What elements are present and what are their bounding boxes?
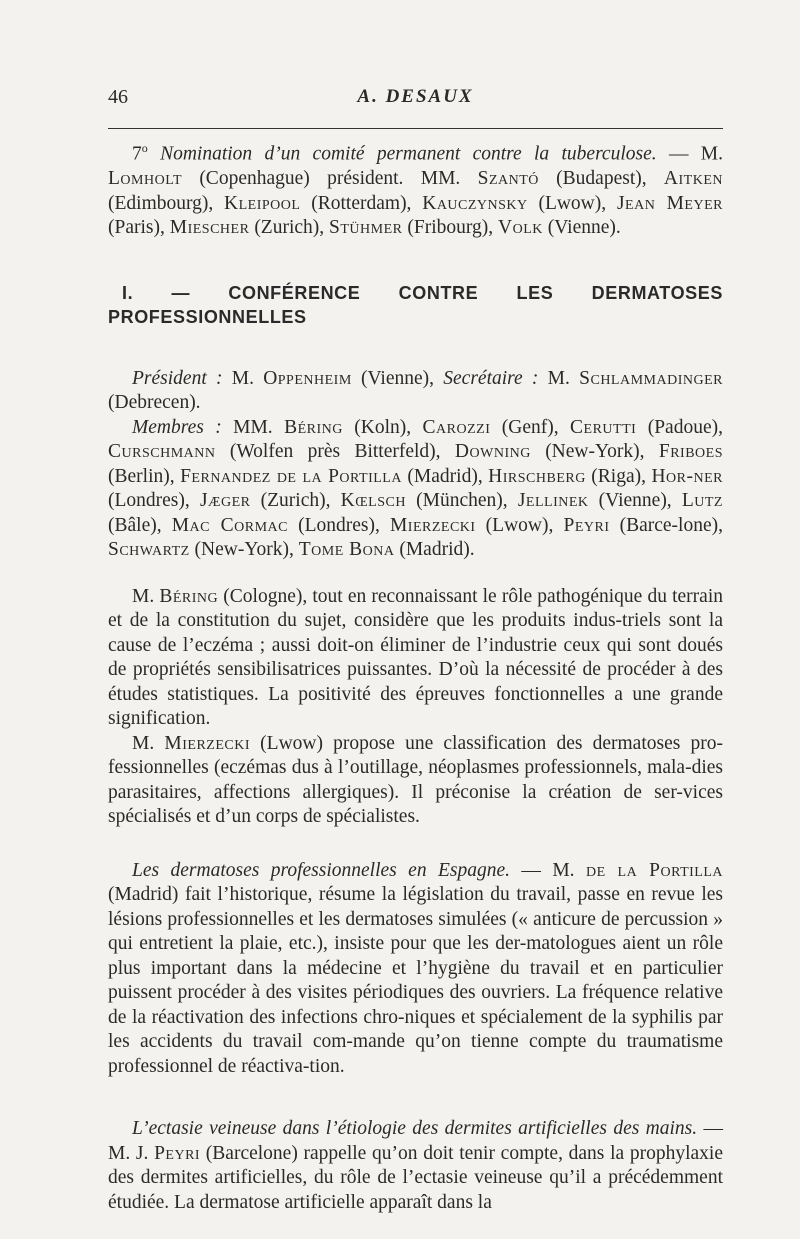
text-run: M. xyxy=(132,585,160,607)
text-run: (Riga), xyxy=(585,465,652,487)
text-run: M. xyxy=(538,367,580,389)
person-name: Lomholt xyxy=(108,168,183,189)
person-name: Szantó xyxy=(477,168,539,189)
person-name: Peyri xyxy=(563,514,610,536)
header-rule xyxy=(108,128,723,129)
person-name: Kœlsch xyxy=(340,490,406,511)
text-run: (New-York), xyxy=(530,441,659,462)
text-run: (Paris), xyxy=(108,217,170,238)
text-run: (Madrid) fait l’historique, résume la législation du travail, passe en revue les lésions professionnelles et les dermatoses simulées (« anticure de percussion » qui entretient la plaie, etc.), insiste pour que les der-matologues aient un rôle plus important dans la médecine et l’hygiène du travail et en particulier puissent procéder à des visites périodiques des ouvriers. La fréquence relative de la réactivation des infections chro-niques et spécialement de la syphilis par les accidents du travail com-mande qu’on tienne compte du traumatisme professionnel de réactiva-tion. xyxy=(108,884,723,1077)
text-run: (Berlin), xyxy=(108,465,181,487)
page-number: 46 xyxy=(108,86,128,108)
text-run: (Wolfen près Bitterfeld), xyxy=(215,441,455,462)
text-run: — M. xyxy=(656,143,723,165)
person-name: Jellinek xyxy=(517,490,589,511)
person-name: Béring xyxy=(159,585,219,607)
person-name: Jean Meyer xyxy=(616,192,723,214)
person-name: Cerutti xyxy=(570,416,637,438)
person-name: Aitken xyxy=(663,168,723,189)
section-heading: I. — CONFÉRENCE CONTRE LES DERMATOSES PROFESSIONNELLES xyxy=(108,282,723,327)
person-name: Kauczynsky xyxy=(422,192,528,214)
text-run: (Zurich), xyxy=(250,490,341,511)
text-run: M. xyxy=(132,732,165,754)
text-run: (Genf), xyxy=(490,416,571,438)
text-run: (New-York), xyxy=(189,539,299,560)
person-name: Miescher xyxy=(169,217,250,238)
paragraph-committee-tuberculosis xyxy=(108,136,723,241)
running-head: A. DESAUX xyxy=(357,86,474,107)
text-run: (Budapest), xyxy=(538,168,664,189)
text-run: (Barcelone) rappelle qu’on doit tenir compte, dans la prophylaxie des dermites artificielles, du rôle de l’ectasie veineuse qu’il a précédemment étudiée. La dermatose artificielle apparaît dans la xyxy=(108,1142,723,1213)
text-run: — M. J. xyxy=(108,1118,723,1164)
person-name: Fernandez de la Portilla xyxy=(180,465,402,487)
text-run: (Padoue), xyxy=(636,416,723,438)
text-run: (Londres), xyxy=(287,514,390,536)
text-run: (Madrid), xyxy=(401,465,489,487)
text-run: (Rotterdam), xyxy=(300,192,423,214)
person-name: Tome Bona xyxy=(298,539,395,560)
person-name: Carozzi xyxy=(422,416,491,438)
person-name: Volk xyxy=(498,217,543,238)
text-run: 7 xyxy=(132,143,142,165)
text-run: (Bâle), xyxy=(108,514,172,536)
text-run: MM. xyxy=(221,416,285,438)
person-name: Jæger xyxy=(199,490,251,511)
person-name: Schwartz xyxy=(108,539,190,560)
paragraph-president xyxy=(108,367,723,416)
person-name: Peyri xyxy=(154,1142,201,1164)
page-body xyxy=(108,136,723,1215)
text-run: (Vienne), xyxy=(351,367,444,389)
text-run: o xyxy=(141,141,148,155)
text-run: (Lwow) propose une classification des dermatoses pro-fessionnelles (eczémas dus à l’outillage, néoplasmes professionnels, mala-dies parasitaires, affections allergiques). Il préconise la création de ser-vices spécialisés et d’un corps de spécialistes. xyxy=(108,732,723,827)
person-name: Mierzecki xyxy=(164,732,250,754)
paragraph-ectasie xyxy=(108,1117,723,1215)
person-name: Mac Cormac xyxy=(171,514,288,536)
paragraph-members xyxy=(108,416,723,563)
text-run: (Edimbourg), xyxy=(108,192,225,214)
person-name: Kleipool xyxy=(224,192,301,214)
text-run: (Londres), xyxy=(108,490,200,511)
person-name: Friboes xyxy=(658,441,723,462)
text-run: M. xyxy=(222,367,264,389)
text-run: (Debrecen). xyxy=(108,392,201,413)
person-name: Stühmer xyxy=(329,217,403,238)
text-run: (Cologne), tout en reconnaissant le rôle pathogénique du terrain et de la constitution du sujet, considère que les produits indus-triels sont la cause de l’eczéma ; aussi doit-on éliminer de l’industrie ceux qui sont doués de propriétés sensibilisatrices puissantes. D’où la nécessité de procéder à des études statistiques. La positivité des épreuves fonctionnelles a une grande signification. xyxy=(108,585,723,729)
text-run: (Madrid). xyxy=(394,539,475,560)
person-name: Schlammadinger xyxy=(579,367,723,389)
text-run: (Koln), xyxy=(342,416,423,438)
text-run: (Fribourg), xyxy=(402,217,499,238)
person-name: Béring xyxy=(284,416,343,438)
person-name: Hor-ner xyxy=(651,465,723,487)
text-run: (Copenhague) président. MM. xyxy=(182,168,478,189)
text-run: (Barce-lone), xyxy=(609,514,723,536)
person-name: Hirschberg xyxy=(488,465,586,487)
label-president: Président : xyxy=(132,367,223,389)
person-name: Lutz xyxy=(681,490,723,511)
text-run: (Lwow), xyxy=(527,192,617,214)
person-name: de la Portilla xyxy=(585,859,723,881)
person-name: Downing xyxy=(454,441,531,462)
person-name: Curschmann xyxy=(108,441,216,462)
text-run: (München), xyxy=(405,490,518,511)
paragraph-title: Les dermatoses professionnelles en Espagne. xyxy=(132,859,511,881)
text-run: — M. xyxy=(510,859,586,881)
paragraph-bering xyxy=(108,585,723,732)
text-run: (Zurich), xyxy=(249,217,330,238)
person-name: Mierzecki xyxy=(389,514,476,536)
text-run: (Vienne), xyxy=(588,490,682,511)
page-header xyxy=(108,86,723,116)
paragraph-mierzecki xyxy=(108,732,723,830)
paragraph-title: Nomination d’un comité permanent contre la tuberculose. xyxy=(147,143,657,165)
person-name: Oppenheim xyxy=(263,367,352,389)
text-run: (Lwow), xyxy=(475,514,564,536)
text-run: (Vienne). xyxy=(542,217,621,238)
paragraph-espagne xyxy=(108,859,723,1080)
label-members: Membres : xyxy=(132,416,222,438)
label-secretary: Secrétaire : xyxy=(443,367,539,389)
paragraph-title: L’ectasie veineuse dans l’étiologie des dermites artificielles des mains. xyxy=(132,1118,698,1139)
